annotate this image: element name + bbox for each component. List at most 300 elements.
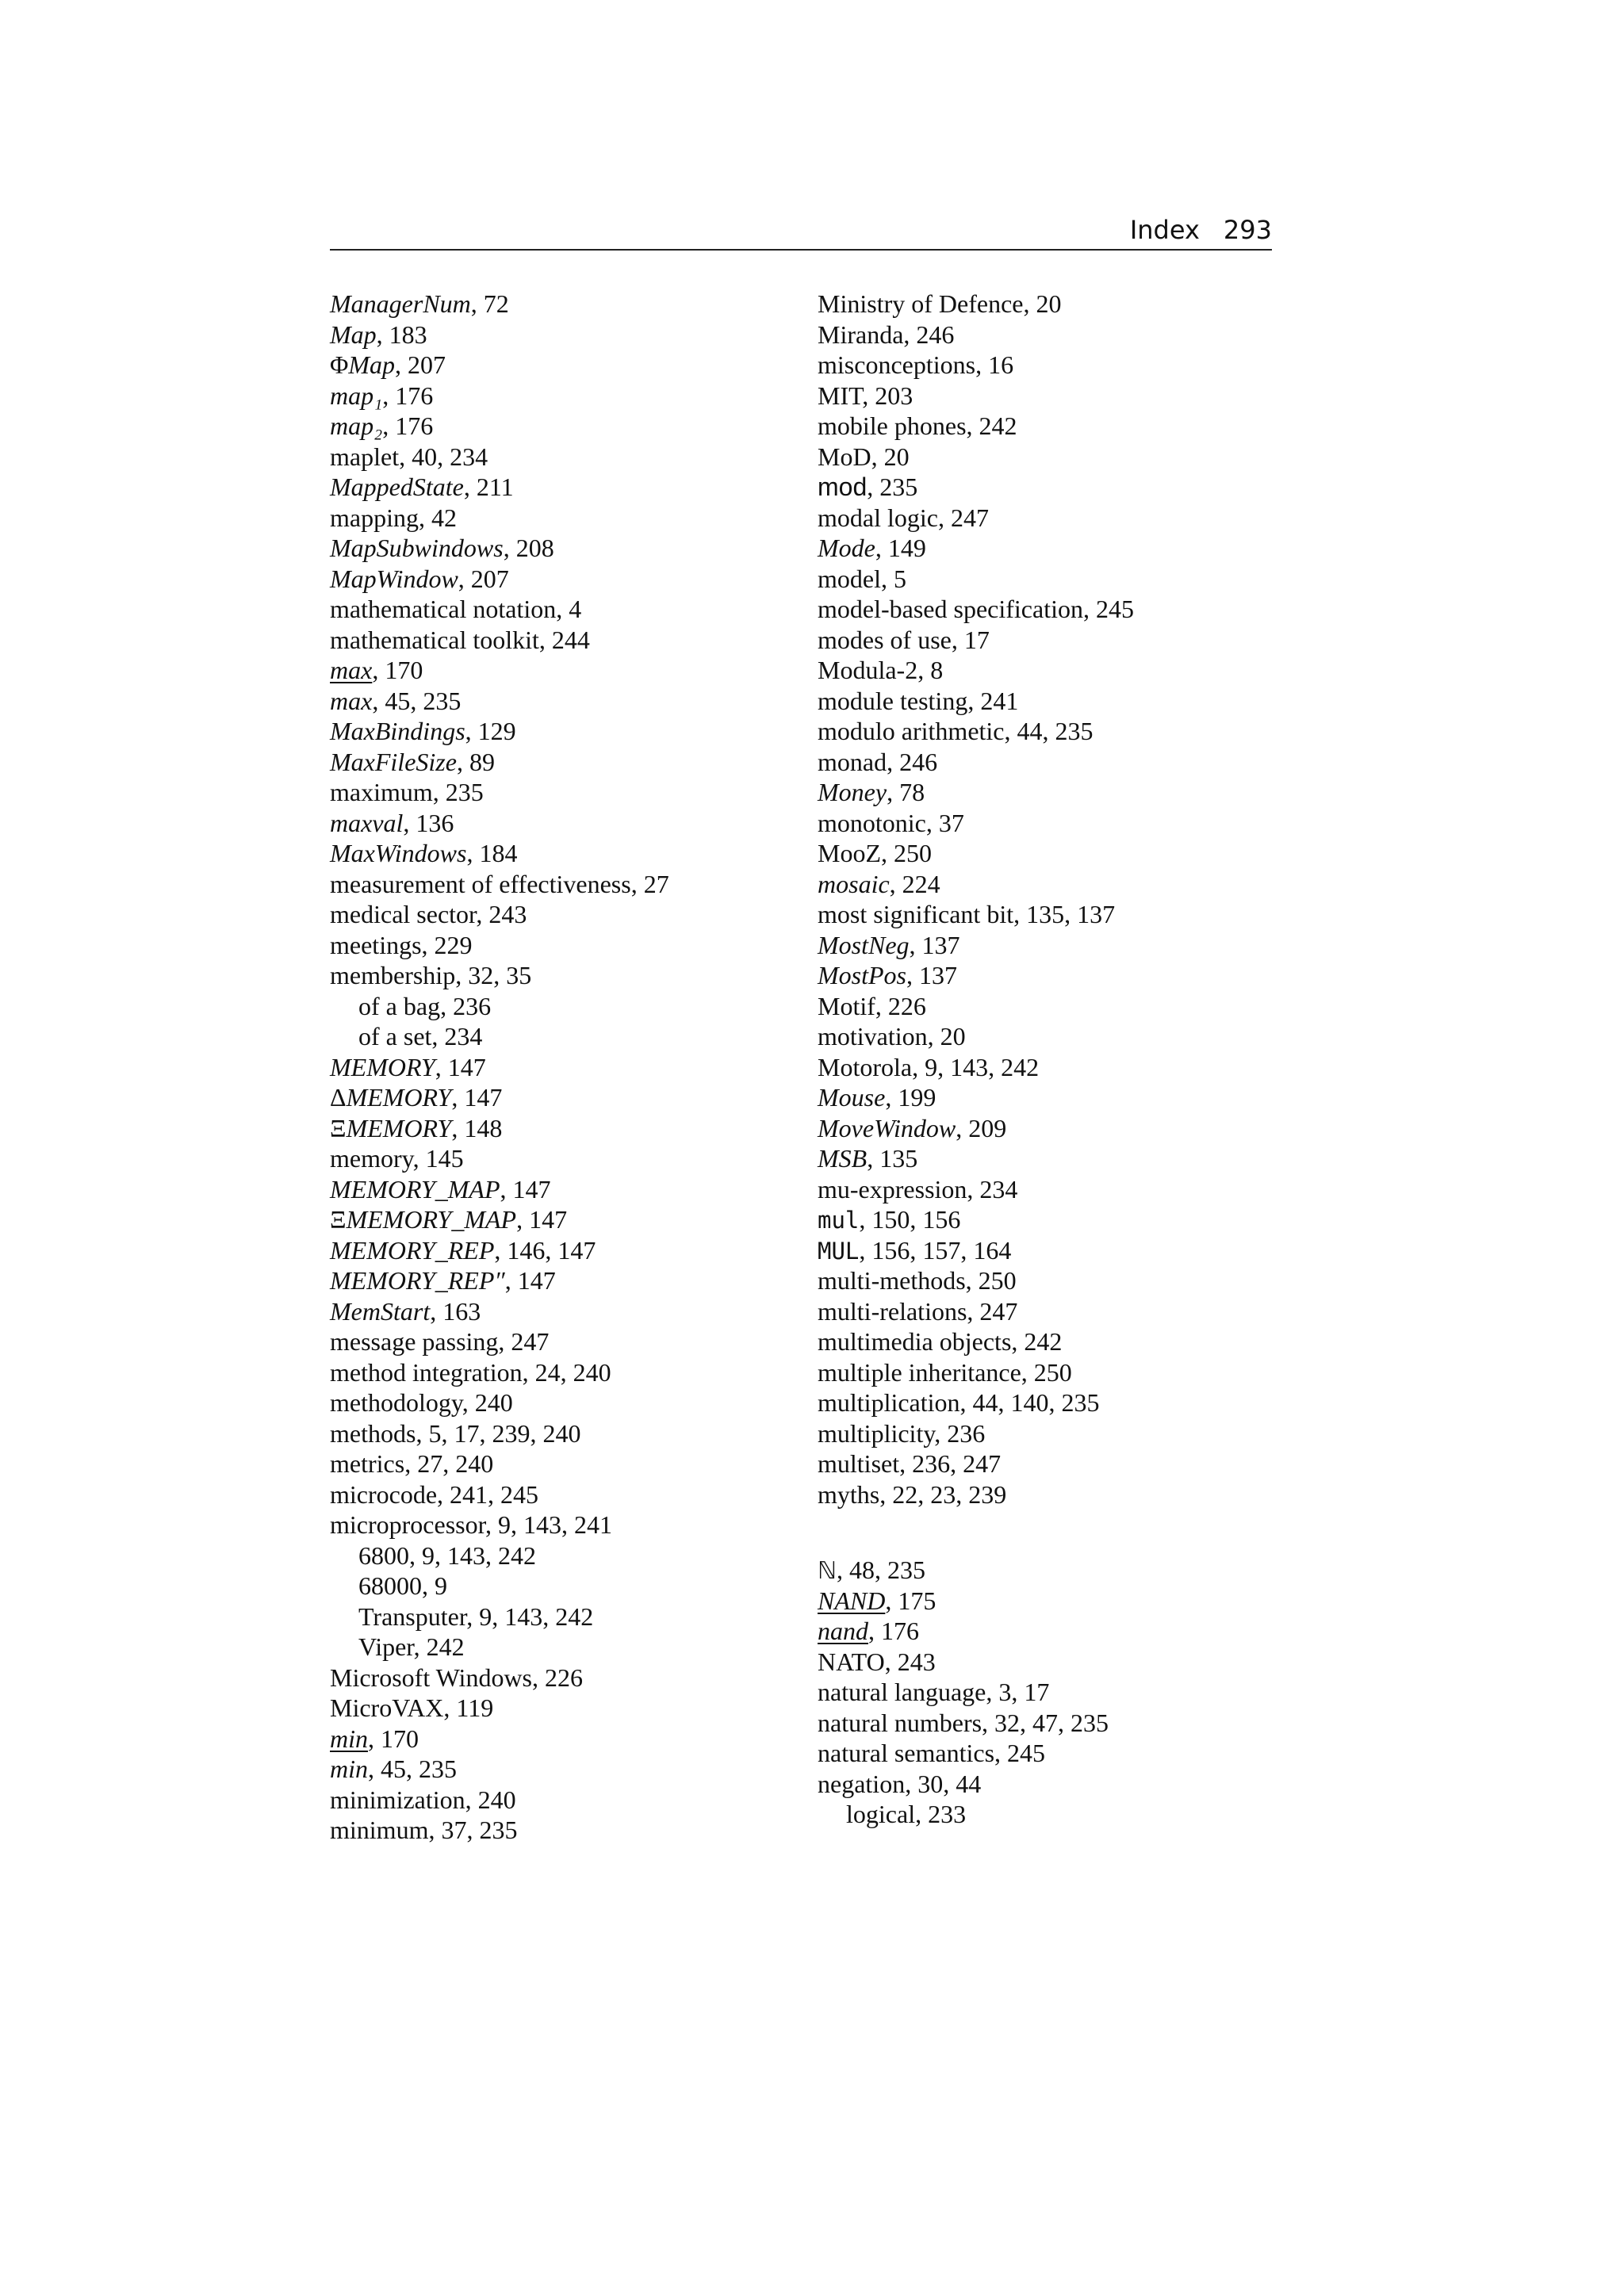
- page-references: , 20: [1023, 289, 1062, 318]
- index-term: [358, 1541, 409, 1570]
- index-entry: [818, 777, 1272, 808]
- index-entry: [330, 1235, 790, 1266]
- page-references: , 5: [880, 564, 906, 593]
- index-term: [818, 381, 862, 410]
- index-entry: [818, 1143, 1272, 1174]
- page-references: , 147: [451, 1083, 503, 1112]
- page-references: , 4: [556, 595, 582, 623]
- page-references: , 24, 240: [522, 1357, 611, 1387]
- index-term-text: Mouse: [818, 1083, 886, 1112]
- index-entry: [330, 350, 790, 381]
- index-term: [818, 503, 938, 532]
- index-term: [330, 961, 455, 989]
- index-entry: [330, 716, 790, 747]
- index-entry: [330, 594, 790, 625]
- index-term-text: max: [330, 686, 373, 715]
- index-term: [330, 1175, 500, 1203]
- page-references: , 250: [881, 839, 932, 867]
- index-entry: [818, 1357, 1272, 1388]
- index-term-text: ℕ: [818, 1557, 837, 1585]
- page-references: , 78: [887, 778, 925, 806]
- index-entry: [818, 289, 1272, 320]
- index-entry: [818, 1082, 1272, 1113]
- index-term: [358, 1632, 414, 1661]
- index-term-text: MooZ: [818, 839, 881, 867]
- page-references: , 241, 245: [437, 1479, 539, 1509]
- index-term-text: Transputer: [358, 1601, 467, 1631]
- index-term-text: mobile phones: [818, 411, 967, 440]
- index-term-text: NATO: [818, 1647, 885, 1676]
- index-term-text: minimization: [330, 1785, 465, 1814]
- index-entry: [330, 1326, 790, 1357]
- index-term-text: MicroVAX: [330, 1693, 444, 1722]
- index-term: [330, 473, 464, 501]
- page-references: , 236, 247: [899, 1449, 1002, 1478]
- index-term-text: NAND: [818, 1586, 886, 1615]
- page-references: , 170: [368, 1724, 419, 1753]
- page-references: , 44, 140, 235: [959, 1388, 1100, 1417]
- page-references: , 176: [382, 411, 434, 440]
- page-references: , 240: [465, 1785, 516, 1814]
- running-head: [330, 211, 1272, 251]
- index-entry: [818, 1387, 1272, 1418]
- index-entry: [818, 1616, 1272, 1647]
- page-references: , 234: [967, 1174, 1018, 1203]
- index-term-text: mod: [818, 473, 868, 501]
- index-term: [818, 717, 1005, 745]
- index-entry: [818, 350, 1272, 381]
- index-term: [818, 1022, 928, 1050]
- page-references: , 233: [915, 1800, 967, 1828]
- page-references: , 22, 23, 239: [879, 1479, 1007, 1509]
- index-term: [818, 1207, 859, 1234]
- index-entry: [818, 1418, 1272, 1449]
- index-entry: [330, 1785, 790, 1816]
- index-entry: [330, 1418, 790, 1449]
- index-subentry: [330, 991, 790, 1022]
- index-entry: [818, 1555, 1272, 1586]
- page-references: , 235: [867, 473, 918, 501]
- index-term-text: MaxFileSize: [330, 747, 457, 776]
- index-term: [818, 1709, 982, 1737]
- page-references: , 176: [382, 381, 434, 410]
- index-subentry: [818, 1799, 1272, 1830]
- index-term: [330, 534, 504, 562]
- index-term: [818, 1238, 859, 1265]
- index-entry: [818, 594, 1272, 625]
- index-term-text: MaxBindings: [330, 717, 465, 745]
- index-entry: [818, 503, 1272, 534]
- page-references: , 27, 240: [404, 1449, 494, 1478]
- index-term-text: measurement of effectiveness: [330, 869, 631, 898]
- page-references: , 136: [403, 808, 454, 837]
- section-title: Index: [1129, 215, 1200, 245]
- index-term-text: Mode: [818, 534, 875, 562]
- index-term-text: MSB: [818, 1144, 868, 1173]
- index-term: [358, 1571, 422, 1600]
- index-term: [358, 1602, 466, 1631]
- index-term: [818, 1358, 1021, 1387]
- page-references: , 147: [504, 1266, 556, 1295]
- index-entry: [330, 1204, 790, 1235]
- index-term-text: mosaic: [818, 869, 890, 898]
- index-entry: [818, 1738, 1272, 1769]
- page-references: , 184: [466, 839, 518, 867]
- index-entry: [818, 655, 1272, 686]
- page-references: , 17: [951, 625, 990, 654]
- index-term: [330, 778, 433, 806]
- page-references: , 42: [418, 503, 457, 532]
- index-term: [818, 1617, 868, 1645]
- index-term-text: 68000: [358, 1571, 422, 1600]
- page-references: , 20: [871, 442, 910, 471]
- index-entry: [330, 381, 790, 411]
- index-entry: [818, 1769, 1272, 1800]
- index-entry: [818, 1647, 1272, 1678]
- index-term-text: maplet: [330, 442, 400, 471]
- index-term: [330, 564, 458, 593]
- index-term: [818, 1586, 885, 1615]
- index-term-text: MappedState: [330, 473, 464, 501]
- index-term: [330, 1144, 413, 1173]
- index-entry: [330, 777, 790, 808]
- page-references: , 242: [413, 1632, 465, 1661]
- page-references: , 247: [498, 1327, 550, 1356]
- page-references: , 250: [1021, 1357, 1072, 1387]
- index-subentry: [330, 1601, 790, 1632]
- index-term-text: microcode: [330, 1479, 438, 1509]
- index-term: [818, 320, 903, 349]
- index-term: [818, 350, 975, 379]
- index-term: [818, 1266, 966, 1295]
- index-term-text: motivation: [818, 1022, 928, 1050]
- index-entry: [818, 1265, 1272, 1296]
- index-entry: [818, 808, 1272, 839]
- index-term: [330, 1755, 368, 1783]
- index-term: [330, 1663, 532, 1692]
- index-term: [818, 931, 910, 959]
- index-entry: [330, 442, 790, 473]
- index-term-text: module testing: [818, 686, 968, 715]
- index-term-text: negation: [818, 1769, 906, 1798]
- page-references: , 199: [885, 1083, 936, 1112]
- index-entry: [330, 503, 790, 534]
- page-references: , 137: [906, 961, 957, 989]
- index-term: [330, 381, 382, 410]
- index-entry: [818, 472, 1272, 503]
- page-references: , 137: [909, 930, 960, 959]
- index-term-text: myths: [818, 1479, 880, 1509]
- index-term: [818, 564, 881, 593]
- index-entry: [330, 1113, 790, 1144]
- index-term-text: multi-methods: [818, 1266, 966, 1295]
- page-references: , 147: [435, 1052, 486, 1081]
- index-entry: [330, 1815, 790, 1846]
- index-entry: [818, 442, 1272, 473]
- index-term: [818, 870, 890, 898]
- index-term: [818, 778, 887, 806]
- page-references: , 16: [975, 350, 1014, 379]
- index-entry: [818, 1677, 1272, 1708]
- page-references: , 40, 234: [399, 442, 488, 471]
- index-subentry: [330, 1540, 790, 1571]
- index-entry: [330, 564, 790, 595]
- page-references: , 9, 143, 242: [912, 1052, 1040, 1081]
- index-column-left: [330, 289, 790, 1846]
- index-entry: [818, 381, 1272, 411]
- index-column-right: [818, 289, 1272, 1830]
- index-term: [330, 1449, 404, 1478]
- index-term: [330, 595, 556, 623]
- index-term: [818, 961, 906, 989]
- index-entry: [330, 320, 790, 350]
- page-references: , 209: [956, 1113, 1007, 1142]
- page-references: , 243: [884, 1647, 936, 1676]
- index-term-text: model: [818, 564, 881, 593]
- index-term: [330, 626, 539, 654]
- page-references: , 170: [372, 656, 423, 684]
- index-term-text: message passing: [330, 1327, 499, 1356]
- page-references: , 226: [532, 1663, 583, 1692]
- page-references: , 9, 143, 242: [466, 1601, 594, 1631]
- index-entry: [330, 1693, 790, 1724]
- index-term: [818, 626, 952, 654]
- index-term-text: mathematical notation: [330, 595, 557, 623]
- page-references: , 135: [867, 1144, 918, 1173]
- page-references: , 37, 235: [428, 1816, 518, 1844]
- page-references: , 211: [463, 473, 514, 501]
- index-term: [330, 289, 471, 318]
- index-entry: [818, 533, 1272, 564]
- index-term: [818, 809, 926, 837]
- page-references: , 27: [630, 869, 669, 898]
- page-references: , 45, 235: [368, 1755, 457, 1783]
- page-references: , 246: [903, 320, 955, 349]
- index-term-text: misconceptions: [818, 350, 976, 379]
- page-references: , 163: [430, 1296, 481, 1326]
- index-term-text: method integration: [330, 1357, 523, 1387]
- index-term-text: Motorola: [818, 1052, 913, 1081]
- index-entry: [818, 991, 1272, 1022]
- index-term-text: MIT: [818, 381, 863, 410]
- page-references: , 150, 156: [859, 1205, 961, 1234]
- index-term-text: monotonic: [818, 808, 926, 837]
- index-term-text: metrics: [330, 1449, 405, 1478]
- page-references: , 20: [927, 1022, 966, 1050]
- index-subentry: [330, 1571, 790, 1601]
- index-entry: [818, 564, 1272, 595]
- page-references: , 208: [503, 534, 554, 562]
- index-term: [330, 839, 466, 867]
- index-term-text: MEMORY: [330, 1052, 435, 1081]
- page-references: , 250: [965, 1266, 1017, 1295]
- index-term: [818, 289, 1023, 318]
- index-entry: [818, 686, 1272, 717]
- index-term: [330, 1053, 435, 1081]
- index-term: [330, 900, 476, 928]
- index-term-text: mapping: [330, 503, 419, 532]
- page-references: , 147: [516, 1205, 568, 1234]
- page-references: , 245: [1082, 595, 1134, 623]
- index-term: [330, 748, 457, 776]
- index-term-text: of a bag: [358, 991, 441, 1020]
- index-term-text: Miranda: [818, 320, 904, 349]
- index-entry: [330, 1663, 790, 1693]
- index-term-text: minimum: [330, 1816, 429, 1844]
- index-term-text: membership: [330, 961, 456, 989]
- page-references: , 9, 143, 242: [409, 1540, 536, 1570]
- index-entry: [330, 960, 790, 991]
- page-references: , 148: [451, 1113, 503, 1142]
- page-references: , 243: [476, 900, 527, 928]
- index-entry: [330, 1174, 790, 1205]
- index-term: [818, 1449, 899, 1478]
- index-entry: [330, 625, 790, 656]
- index-term-text: modes of use: [818, 625, 952, 654]
- index-term: [818, 1083, 885, 1112]
- page-references: , 229: [421, 930, 473, 959]
- index-term: [330, 1480, 437, 1509]
- page-references: , 48, 235: [837, 1556, 926, 1584]
- index-entry: [330, 1357, 790, 1388]
- index-term: [330, 1266, 505, 1295]
- index-term: [818, 900, 1013, 928]
- index-entry: [330, 1082, 790, 1113]
- index-term-text: multimedia objects: [818, 1327, 1012, 1356]
- index-term-text: monad: [818, 747, 887, 776]
- page-references: , 207: [395, 350, 446, 379]
- index-entry: [818, 838, 1272, 869]
- page-references: , 129: [465, 717, 516, 745]
- index-term-text: nand: [818, 1617, 868, 1645]
- page-number: 293: [1223, 215, 1272, 245]
- index-entry: [330, 1754, 790, 1785]
- page-references: , 245: [994, 1739, 1046, 1767]
- index-term: [818, 595, 1083, 623]
- page-references: , 8: [917, 656, 944, 684]
- index-term: [818, 748, 887, 776]
- index-entry: [818, 1204, 1272, 1235]
- index-term: [330, 1816, 428, 1844]
- index-term-text: multiset: [818, 1449, 900, 1478]
- index-term: [818, 1678, 986, 1706]
- index-term: [818, 687, 967, 715]
- index-entry: [330, 686, 790, 717]
- index-term-text: multi-relations: [818, 1296, 967, 1326]
- page-references: , 224: [889, 869, 940, 898]
- index-term-text: multiple inheritance: [818, 1357, 1021, 1387]
- index-term-text: MEMORY_MAP: [346, 1205, 517, 1234]
- index-term-text: Map: [348, 350, 396, 379]
- index-term-text: 6800: [358, 1540, 409, 1570]
- page-references: , 44, 235: [1004, 717, 1094, 745]
- index-term-text: modulo arithmetic: [818, 717, 1005, 745]
- index-entry: [818, 1052, 1272, 1083]
- index-term: [330, 442, 399, 471]
- page-references: , 37: [925, 808, 964, 837]
- index-term-prefix: Φ: [330, 350, 349, 379]
- index-term-text: multiplication: [818, 1388, 960, 1417]
- index-term: [358, 1022, 431, 1050]
- page-references: , 234: [431, 1022, 483, 1050]
- index-term: [330, 656, 372, 684]
- index-term: [330, 717, 465, 745]
- index-term-text: MUL: [818, 1237, 860, 1265]
- index-term: [358, 992, 440, 1020]
- page-references: , 147: [500, 1174, 551, 1203]
- index-term-text: Motif: [818, 991, 875, 1020]
- index-term-text: maxval: [330, 808, 404, 837]
- page-references: , 119: [443, 1693, 494, 1722]
- index-entry: [818, 1235, 1272, 1266]
- index-entry: [818, 869, 1272, 900]
- page-references: , 149: [875, 534, 926, 562]
- index-entry: [818, 411, 1272, 442]
- index-term-text: MEMORY: [346, 1113, 452, 1142]
- index-term-text: mu-expression: [818, 1174, 967, 1203]
- index-term: [330, 411, 382, 440]
- page-references: , 244: [538, 625, 590, 654]
- index-term: [330, 1236, 494, 1265]
- index-term: [330, 1114, 451, 1142]
- index-term: [846, 1800, 915, 1828]
- index-entry: [330, 930, 790, 961]
- index-entry: [330, 1387, 790, 1418]
- page-references: , 235: [432, 778, 484, 806]
- index-term-text: logical: [846, 1800, 916, 1828]
- index-term-text: MoveWindow: [818, 1113, 956, 1142]
- index-entry: [330, 1479, 790, 1510]
- index-term-text: MostPos: [818, 961, 906, 989]
- index-term: [330, 1083, 451, 1112]
- index-term: [818, 1647, 885, 1676]
- index-subentry: [330, 1021, 790, 1052]
- index-term-text: MEMORY_MAP: [330, 1174, 500, 1203]
- index-entry: [330, 1265, 790, 1296]
- index-term-text: meetings: [330, 930, 422, 959]
- page-references: , 242: [1011, 1327, 1063, 1356]
- index-entry: [330, 1296, 790, 1327]
- index-entry: [818, 716, 1272, 747]
- index-term-text: Ministry of Defence: [818, 289, 1024, 318]
- index-subentry: [330, 1632, 790, 1663]
- index-entry: [330, 533, 790, 564]
- index-term: [330, 809, 403, 837]
- index-term: [330, 1724, 368, 1753]
- index-entry: [818, 1479, 1272, 1510]
- index-term: [818, 839, 881, 867]
- index-entry: [818, 747, 1272, 778]
- index-term-text: MaxWindows: [330, 839, 467, 867]
- index-entry: [818, 1021, 1272, 1052]
- index-term-text: max: [330, 656, 373, 684]
- index-entry: [330, 869, 790, 900]
- index-term-text: medical sector: [330, 900, 477, 928]
- index-term: [818, 1557, 837, 1585]
- page-references: , 236: [440, 991, 492, 1020]
- index-entry: [330, 899, 790, 930]
- page-references: , 72: [470, 289, 509, 318]
- index-term-text: natural language: [818, 1678, 986, 1706]
- index-term-text: MostNeg: [818, 930, 910, 959]
- page-references: , 145: [412, 1144, 464, 1173]
- index-entry: [818, 1296, 1272, 1327]
- index-term-text: MapWindow: [330, 564, 458, 593]
- page-references: , 175: [885, 1586, 936, 1615]
- index-term: [818, 992, 875, 1020]
- page-references: , 241: [967, 686, 1019, 715]
- index-term: [818, 1327, 1011, 1356]
